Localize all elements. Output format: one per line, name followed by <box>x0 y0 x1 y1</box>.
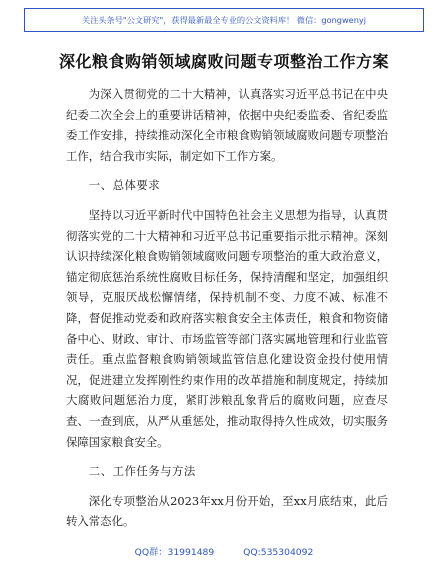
qq-contact-text: QQ:535304092 <box>243 547 314 558</box>
section-2-heading: 二、工作任务与方法 <box>88 464 196 479</box>
section-2-paragraph: 深化专项整治从2023年xx月份开始，至xx月底结束，此后转入常态化。 <box>66 493 388 529</box>
section-1-heading: 一、总体要求 <box>88 178 161 193</box>
section-1-paragraph: 坚持以习近平新时代中国特色社会主义思想为指导，认真贯彻落实党的二十大精神和习近平总书记重要指示批示精神。深刻认识持续深化粮食购销领域腐败问题专项整治的重大政治意义，锚定彻底惩治系统性腐败目标任务，保持清醒和坚定，加强组织领导，克服厌战松懈情绪，保持机制不变、力度不减、标准不降，督促推动党委和政府落实粮食安全主体责任，粮食和物资储备中心、财政、审计、市场监管等部门落实属地管理和行业监管责任。重点监督粮食购销领域监管信息化建设资金投付使用情况，促进建立发挥刚性约束作用的改革措施和制度规定，持续加大腐败问题惩治力度，紧盯涉粮乱象背后的腐败问题，应查尽查、一查到底，从严从重惩处，推动取得持久性成效，切实服务保障国家粮食安全。 <box>66 207 388 449</box>
document-body <box>66 84 388 532</box>
contact-footer <box>0 544 448 558</box>
document-title: 深化粮食购销领域腐败问题专项整治工作方案 <box>58 52 389 71</box>
promo-banner-text: 关注头条号"公文研究"，获得最新最全专业的公文资料库！ 微信：gongwenyj <box>81 15 367 25</box>
promo-banner <box>24 8 424 32</box>
intro-paragraph: 为深入贯彻党的二十大精神，认真落实习近平总书记在中央纪委二次全会上的重要讲话精神，依据中央纪委监委、省纪委监委工作安排，持续推动深化全市粮食购销领域腐败问题专项整治工作，结合我市实际，制定如下工作方案。 <box>66 87 388 163</box>
qq-group-text: QQ群：31991489 <box>134 547 215 558</box>
